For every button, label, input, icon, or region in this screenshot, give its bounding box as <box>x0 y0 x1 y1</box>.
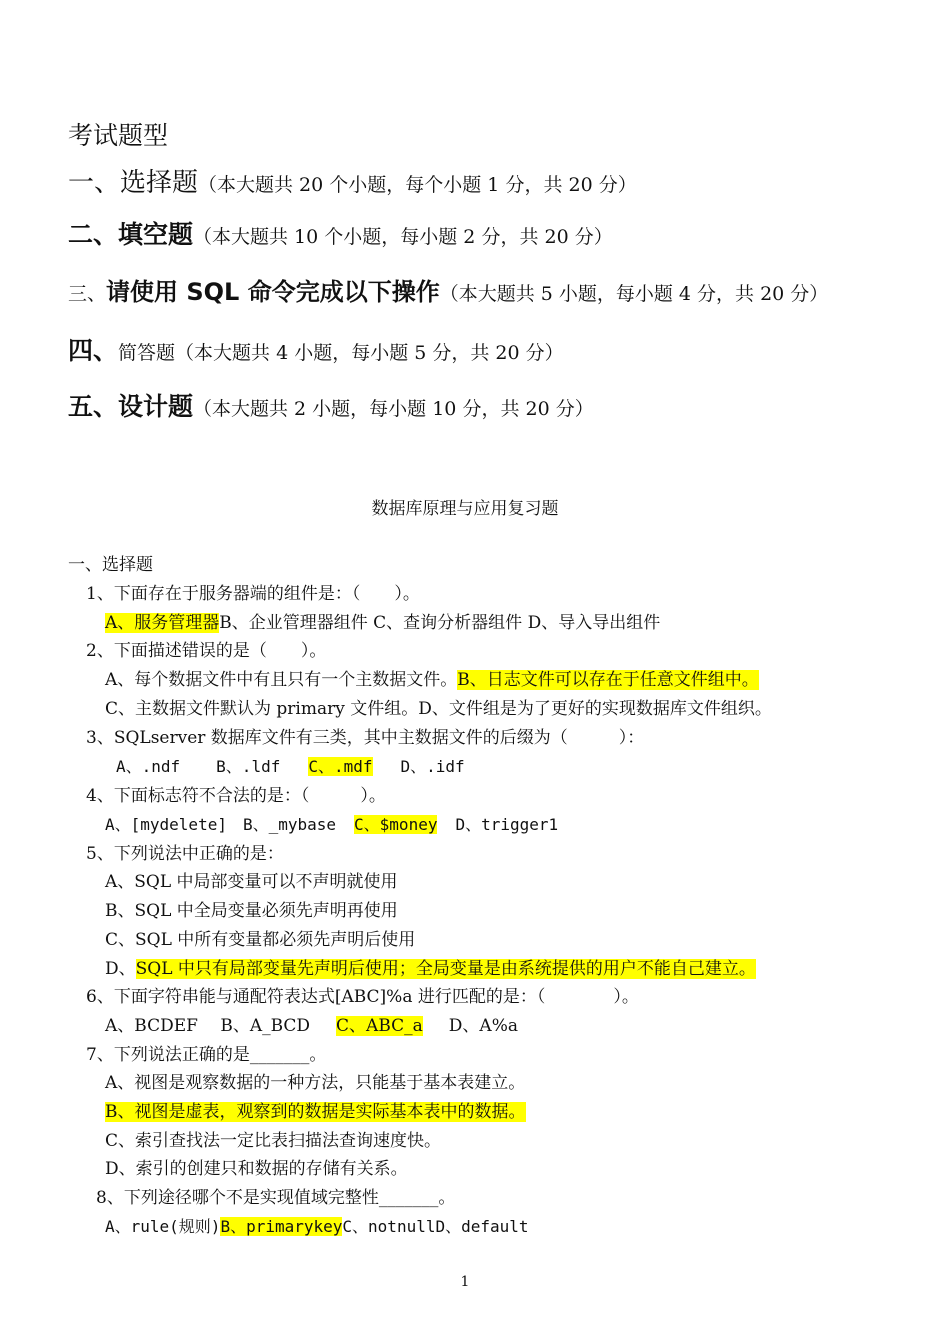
question-7-answer: B、视图是虚表，观察到的数据是实际基本表中的数据。 <box>105 1102 526 1122</box>
document-title: 数据库原理与应用复习题 <box>371 499 559 519</box>
section-1 <box>68 162 637 199</box>
question-5-option-a: A、SQL 中局部变量可以不声明就使用 <box>105 872 398 892</box>
question-8-options-cd: C、notnullD、default <box>342 1217 529 1236</box>
question-6-options-ab: A、BCDEF B、A_BCD <box>105 1016 311 1036</box>
section-2-head: 二、填空题 <box>68 220 194 249</box>
section-4-mid: 简答题 <box>118 342 176 364</box>
section-3-prefix: 三、 <box>68 283 107 305</box>
question-5-answer: SQL 中只有局部变量先声明后使用；全局变量是由系统提供的用户不能自己建立。 <box>135 959 756 979</box>
question-2-answer: B、日志文件可以存在于任意文件组中。 <box>457 670 759 690</box>
question-1-options <box>105 612 660 634</box>
question-7-option-a: A、视图是观察数据的一种方法，只能基于基本表建立。 <box>105 1073 526 1093</box>
question-6: 6、下面字符串能与通配符表达式[ABC]%a 进行匹配的是：（ ）。 <box>86 987 639 1007</box>
question-6-option-d: D、A%a <box>448 1016 518 1036</box>
question-5-option-d-prefix: D、 <box>105 959 136 979</box>
question-5-option-b: B、SQL 中全局变量必须先声明再使用 <box>105 901 398 921</box>
section-4 <box>68 331 564 367</box>
question-5-option-c: C、SQL 中所有变量都必须先声明后使用 <box>105 930 416 950</box>
question-2-option-a: A、每个数据文件中有且只有一个主数据文件。 <box>105 670 458 690</box>
question-4-options-ab: A、[mydelete] B、_mybase <box>105 815 337 834</box>
section-5 <box>68 387 594 423</box>
question-8-option-a: A、rule(规则) <box>105 1217 221 1236</box>
question-7-option-c: C、索引查找法一定比表扫描法查询速度快。 <box>105 1131 442 1151</box>
section-1-head: 一、选择题 <box>68 168 199 198</box>
section-3-note: （本大题共 5 小题，每小题 4 分，共 20 分） <box>439 283 829 305</box>
question-4-option-d: D、trigger1 <box>455 815 559 834</box>
section-5-note: （本大题共 2 小题，每小题 10 分，共 20 分） <box>193 398 594 420</box>
question-3-answer: C、.mdf <box>308 757 373 776</box>
section-4-head: 四、 <box>68 336 119 365</box>
question-7-option-d: D、索引的创建只和数据的存储有关系。 <box>105 1159 408 1179</box>
part-heading: 一、选择题 <box>68 555 153 575</box>
section-3-head: 请使用 SQL 命令完成以下操作 <box>106 278 440 306</box>
question-8-answer: B、primarykey <box>220 1217 343 1236</box>
question-8: 8、下列途径哪个不是实现值域完整性_______。 <box>96 1188 456 1208</box>
section-3 <box>68 272 828 307</box>
page-number: 1 <box>460 1274 470 1290</box>
question-3-options <box>116 756 465 778</box>
question-1-answer: A、服务管理器 <box>105 613 220 633</box>
question-8-options <box>105 1216 529 1238</box>
section-2-note: （本大题共 10 个小题，每小题 2 分，共 20 分） <box>193 226 613 248</box>
question-1-other-options: B、企业管理器组件 C、查询分析器组件 D、导入导出组件 <box>219 613 661 633</box>
question-5-option-d <box>105 958 756 980</box>
exam-types-title: 考试题型 <box>68 121 169 150</box>
section-1-note: （本大题共 20 个小题，每个小题 1 分，共 20 分） <box>198 174 637 196</box>
question-2-options-ab <box>105 669 759 691</box>
section-5-head: 五、设计题 <box>68 392 194 421</box>
question-6-answer: C、ABC_a <box>336 1016 423 1036</box>
section-4-note: （本大题共 4 小题，每小题 5 分，共 20 分） <box>175 342 564 364</box>
question-7-option-b-line <box>105 1101 526 1123</box>
question-6-options <box>105 1015 518 1037</box>
question-3-option-d: D、.idf <box>400 757 465 776</box>
question-5: 5、下列说法中正确的是： <box>86 844 284 864</box>
question-4-answer: C、$money <box>354 815 438 834</box>
question-2-options-cd: C、主数据文件默认为 primary 文件组。D、文件组是为了更好的实现数据库文件组织。 <box>105 699 772 719</box>
question-2: 2、下面描述错误的是（ ）。 <box>86 641 327 661</box>
section-2 <box>68 215 613 251</box>
question-3-option-b: B、.ldf <box>216 757 281 776</box>
question-3-option-a: A、.ndf <box>116 757 181 776</box>
question-1: 1、下面存在于服务器端的组件是：（ ）。 <box>86 584 420 604</box>
question-4: 4、下面标志符不合法的是：（ ）。 <box>86 786 386 806</box>
question-3: 3、SQLserver 数据库文件有三类，其中主数据文件的后缀为（ ）： <box>86 728 645 748</box>
question-4-options <box>105 814 558 836</box>
question-7: 7、下列说法正确的是_______。 <box>86 1045 327 1065</box>
